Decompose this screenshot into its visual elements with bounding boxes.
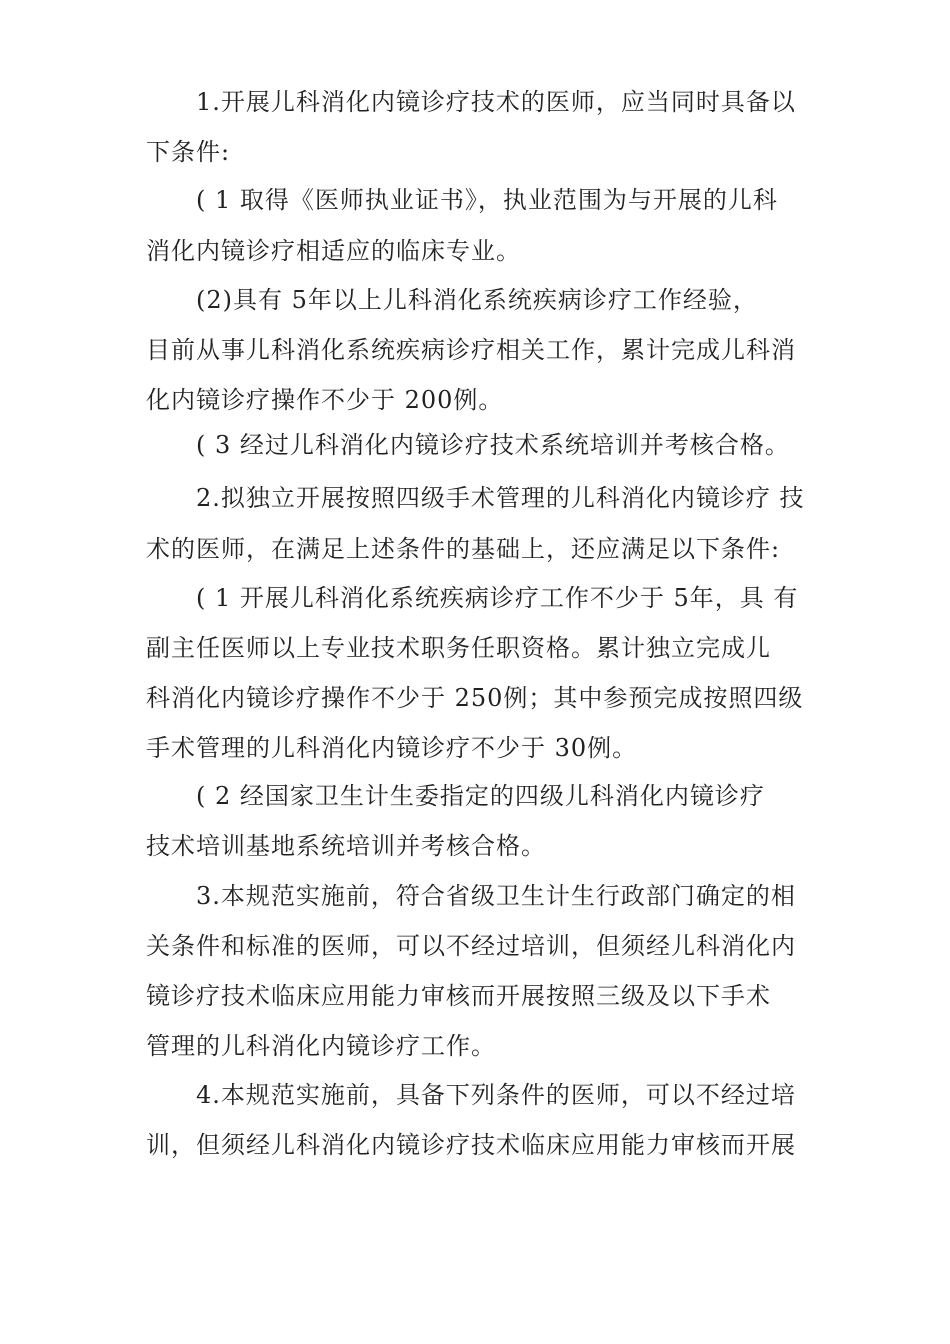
text-line: 2.拟独立开展按照四级手术管理的儿科消化内镜诊疗 技	[196, 484, 805, 512]
text-line: 关条件和标准的医师，可以不经过培训，但须经儿科消化内	[146, 932, 796, 960]
text-line: 消化内镜诊疗相适应的临床专业。	[146, 237, 521, 265]
text-line: 1.开展儿科消化内镜诊疗技术的医师，应当同时具备以	[196, 88, 796, 116]
text-line: 3.本规范实施前，符合省级卫生计生行政部门确定的相	[196, 882, 796, 910]
text-line: 镜诊疗技术临床应用能力审核而开展按照三级及以下手术	[146, 982, 771, 1010]
text-line: ( 1 开展儿科消化系统疾病诊疗工作不少于 5年，具 有	[196, 584, 799, 612]
text-line: 化内镜诊疗操作不少于 200例。	[146, 386, 504, 414]
text-line: 科消化内镜诊疗操作不少于 250例；其中参预完成按照四级	[146, 684, 804, 712]
text-line: (2)具有 5年以上儿科消化系统疾病诊疗工作经验，	[196, 286, 758, 314]
text-line: ( 2 经国家卫生计生委指定的四级儿科消化内镜诊疗	[196, 782, 765, 810]
text-line: 技术培训基地系统培训并考核合格。	[146, 832, 546, 860]
text-line: 手术管理的儿科消化内镜诊疗不少于 30例。	[146, 734, 638, 762]
text-line: 副主任医师以上专业技术职务任职资格。累计独立完成儿	[146, 634, 771, 662]
text-line: 管理的儿科消化内镜诊疗工作。	[146, 1032, 496, 1060]
text-line: 目前从事儿科消化系统疾病诊疗相关工作，累计完成儿科消	[146, 336, 796, 364]
text-line: 下条件:	[146, 138, 231, 166]
text-line: 4.本规范实施前，具备下列条件的医师，可以不经过培	[196, 1081, 796, 1109]
text-line: 术的医师，在满足上述条件的基础上，还应满足以下条件:	[146, 535, 781, 563]
text-line: ( 3 经过儿科消化内镜诊疗技术系统培训并考核合格。	[196, 431, 790, 459]
text-line: ( 1 取得《医师执业证书》，执业范围为与开展的儿科	[196, 186, 778, 214]
text-line: 训，但须经儿科消化内镜诊疗技术临床应用能力审核而开展	[146, 1131, 796, 1159]
